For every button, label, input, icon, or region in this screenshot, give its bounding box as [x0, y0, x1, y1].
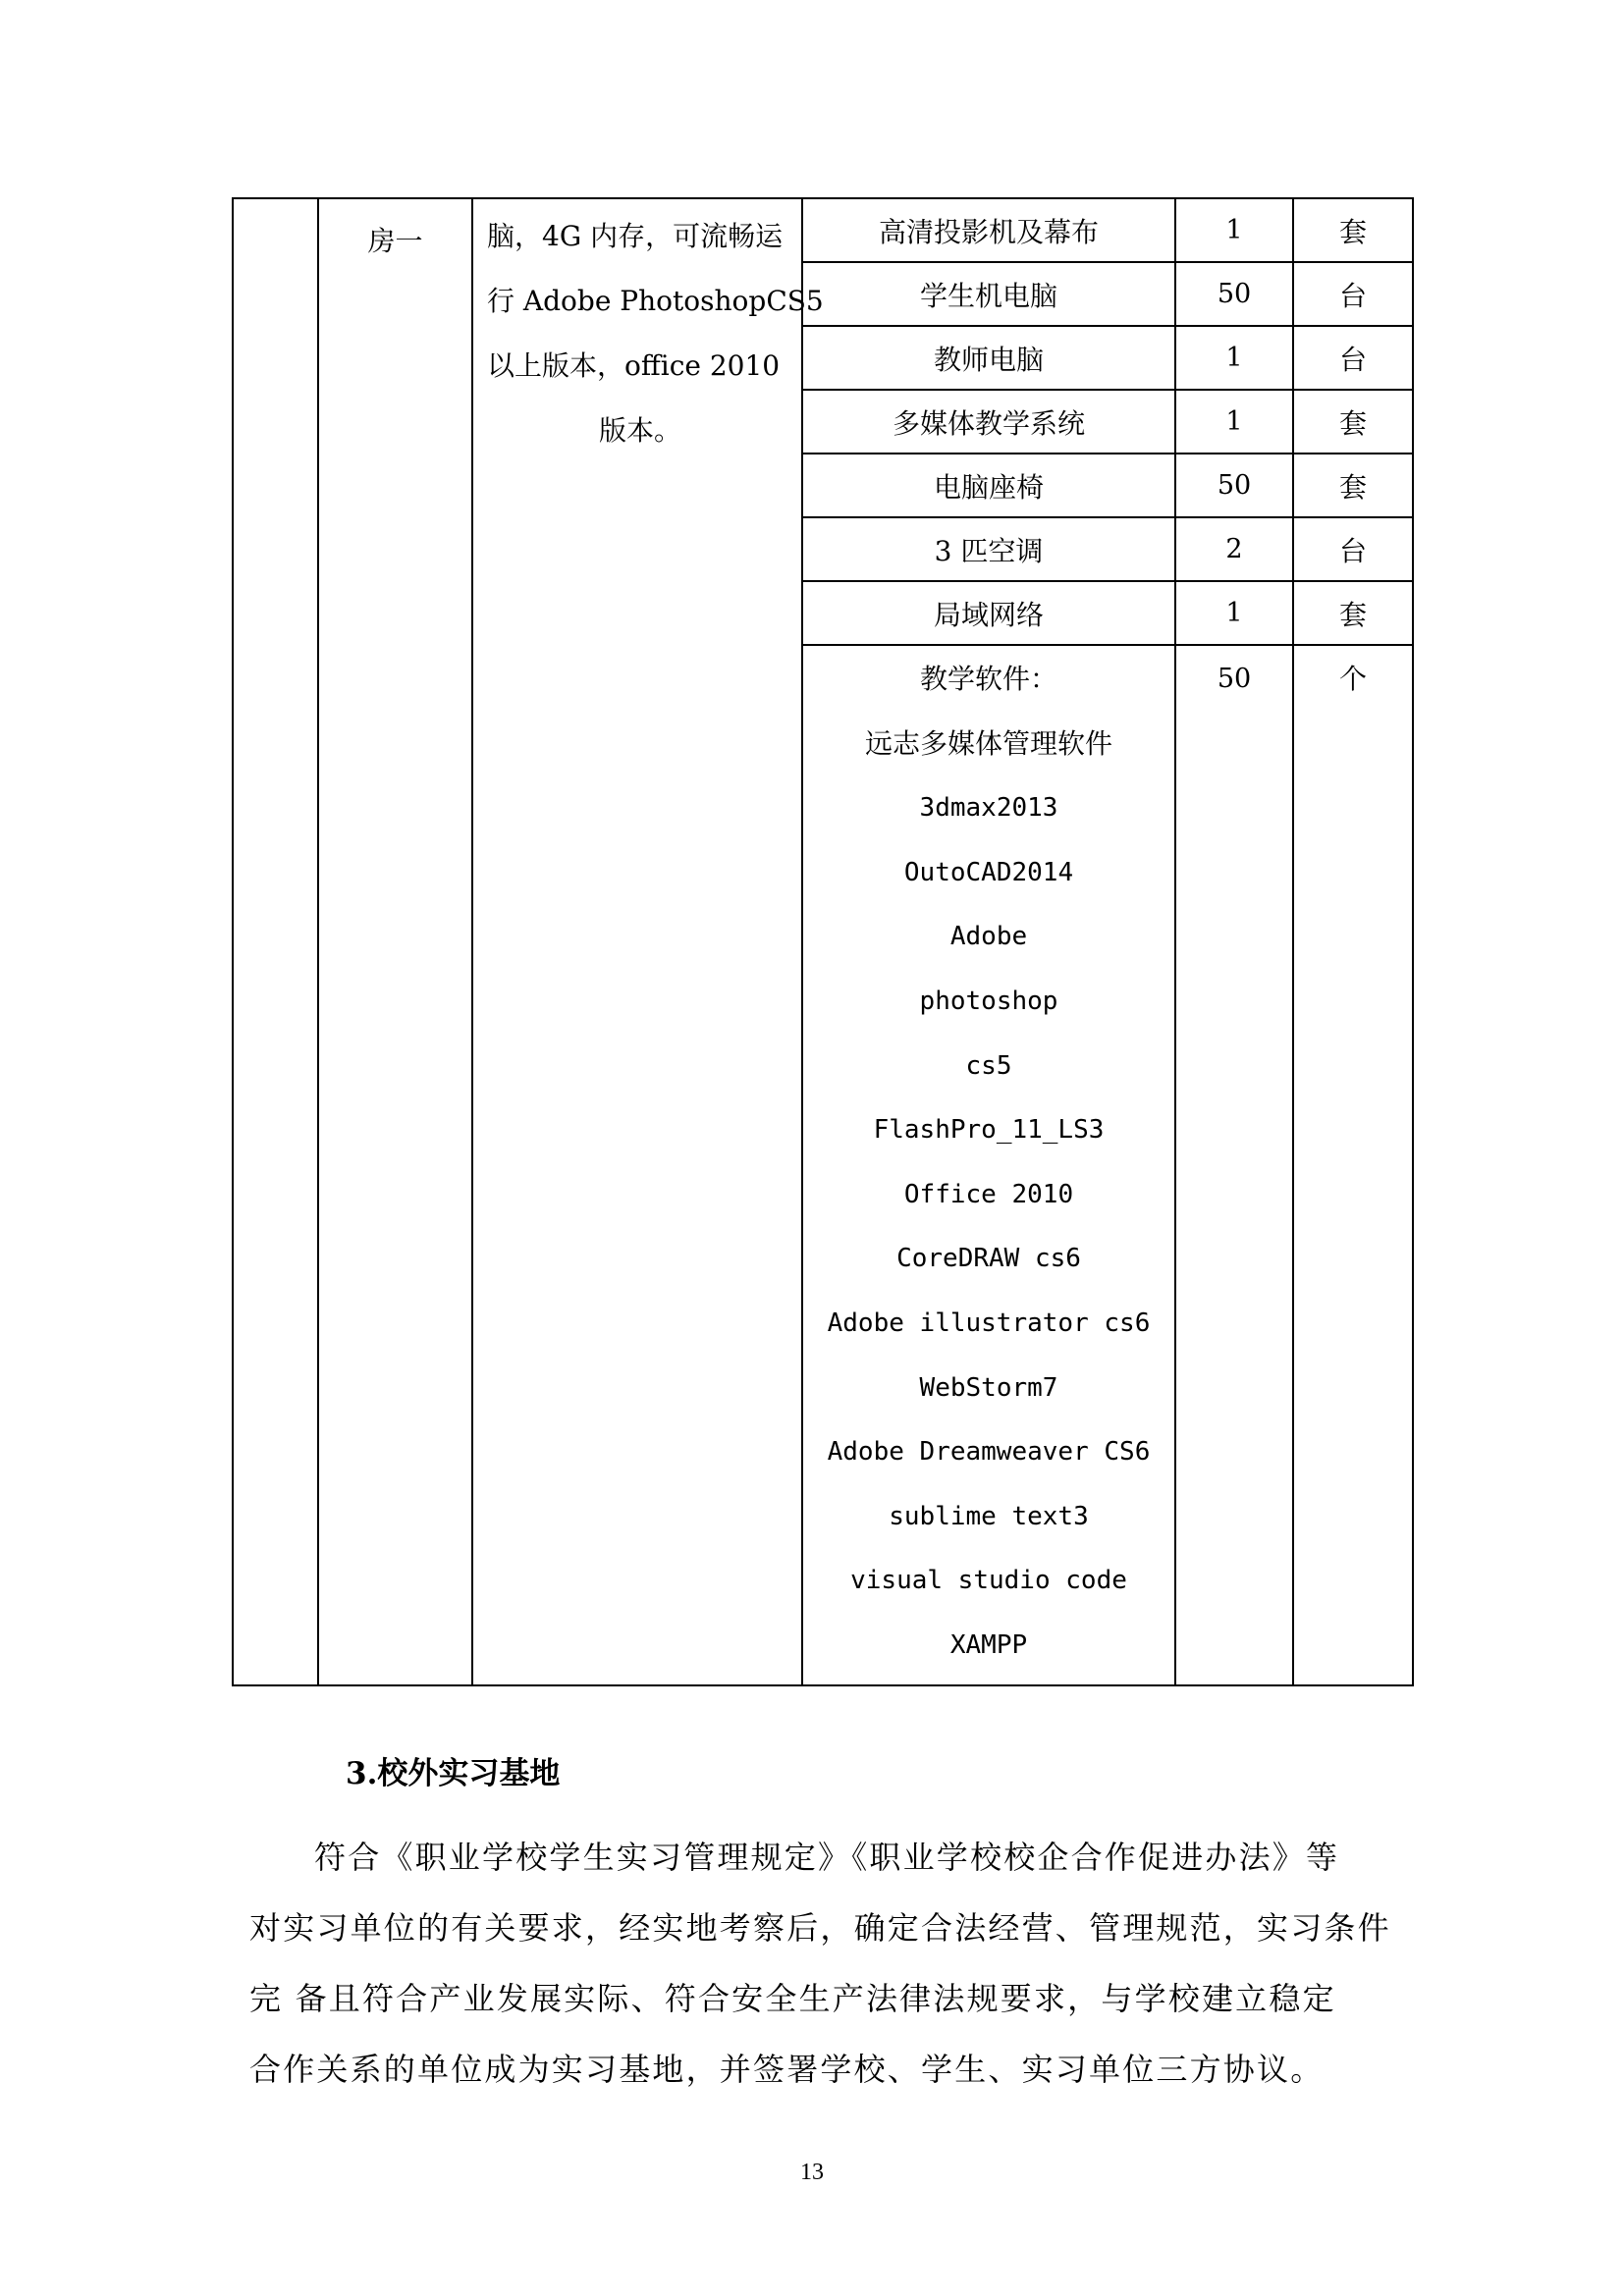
software-item: Adobe Dreamweaver CS6	[827, 1437, 1151, 1468]
requirement-line: 版本。	[598, 414, 681, 447]
category-cell	[233, 198, 318, 1685]
software-item: sublime text3	[889, 1501, 1089, 1531]
item-name: 学生机电脑	[802, 262, 1175, 326]
paragraph-line: 符合《职业学校学生实习管理规定》《职业学校校企合作促进办法》等	[314, 1839, 1340, 1876]
software-item: OutoCAD2014	[903, 857, 1074, 887]
section-heading: 3.校外实习基地	[346, 1756, 561, 1791]
item-quantity: 2	[1175, 517, 1293, 581]
software-quantity: 50	[1217, 664, 1252, 694]
item-name: 高清投影机及幕布	[802, 198, 1175, 262]
item-name: 电脑座椅	[802, 454, 1175, 517]
paragraph-line: 完 备且符合产业发展实际、符合安全生产法律法规要求，与学校建立稳定	[249, 1980, 1336, 2017]
software-title: 教学软件：	[919, 663, 1057, 695]
requirement-line: 以上版本，office 2010	[487, 349, 781, 382]
software-item: 远志多媒体管理软件	[864, 726, 1112, 760]
table-row	[233, 198, 1413, 262]
requirement-line: 行 Adobe PhotoshopCS5	[487, 285, 824, 317]
item-quantity: 50	[1175, 454, 1293, 517]
room-name-cell	[318, 198, 472, 1685]
software-item: Adobe	[949, 922, 1028, 952]
room-name: 房一	[367, 225, 423, 257]
software-item: WebStorm7	[919, 1372, 1058, 1403]
software-item: CoreDRAW cs6	[896, 1244, 1081, 1274]
software-list	[803, 646, 1174, 1684]
software-unit: 个	[1338, 663, 1367, 695]
item-unit: 套	[1293, 198, 1413, 262]
software-item: Adobe illustrator cs6	[827, 1308, 1151, 1338]
software-item: 3dmax2013	[919, 793, 1058, 824]
requirement-cell	[472, 198, 824, 1685]
item-name: 多媒体教学系统	[802, 390, 1175, 454]
software-item: XAMPP	[949, 1629, 1028, 1660]
item-name: 教师电脑	[802, 326, 1175, 390]
software-cell	[802, 645, 1175, 1685]
item-name: 3 匹空调	[802, 517, 1175, 581]
paragraph-line: 合作关系的单位成为实习基地，并签署学校、学生、实习单位三方协议。	[249, 2051, 1325, 2088]
software-unit-cell	[1293, 645, 1413, 1685]
item-quantity: 50	[1175, 262, 1293, 326]
item-quantity: 1	[1175, 326, 1293, 390]
item-name: 局域网络	[802, 581, 1175, 645]
requirement-line: 脑，4G 内存，可流畅运	[487, 220, 784, 252]
item-unit: 套	[1293, 581, 1413, 645]
item-quantity: 1	[1175, 198, 1293, 262]
item-unit: 套	[1293, 390, 1413, 454]
equipment-table	[232, 197, 1414, 1686]
item-quantity: 1	[1175, 581, 1293, 645]
section-paragraph	[249, 1822, 1391, 2105]
software-item: Office 2010	[903, 1179, 1074, 1209]
item-unit: 套	[1293, 454, 1413, 517]
software-quantity-cell	[1175, 645, 1293, 1685]
item-unit: 台	[1293, 326, 1413, 390]
software-item: cs5	[965, 1050, 1012, 1081]
item-quantity: 1	[1175, 390, 1293, 454]
item-unit: 台	[1293, 517, 1413, 581]
paragraph-line: 对实习单位的有关要求，经实地考察后，确定合法经营、管理规范，实习条件	[249, 1909, 1391, 1947]
requirement-text	[473, 199, 824, 468]
item-unit: 台	[1293, 262, 1413, 326]
page-number: 13	[800, 2160, 824, 2185]
software-item: visual studio code	[850, 1566, 1127, 1596]
software-item: photoshop	[919, 986, 1058, 1016]
software-item: FlashPro_11_LS3	[873, 1115, 1105, 1146]
